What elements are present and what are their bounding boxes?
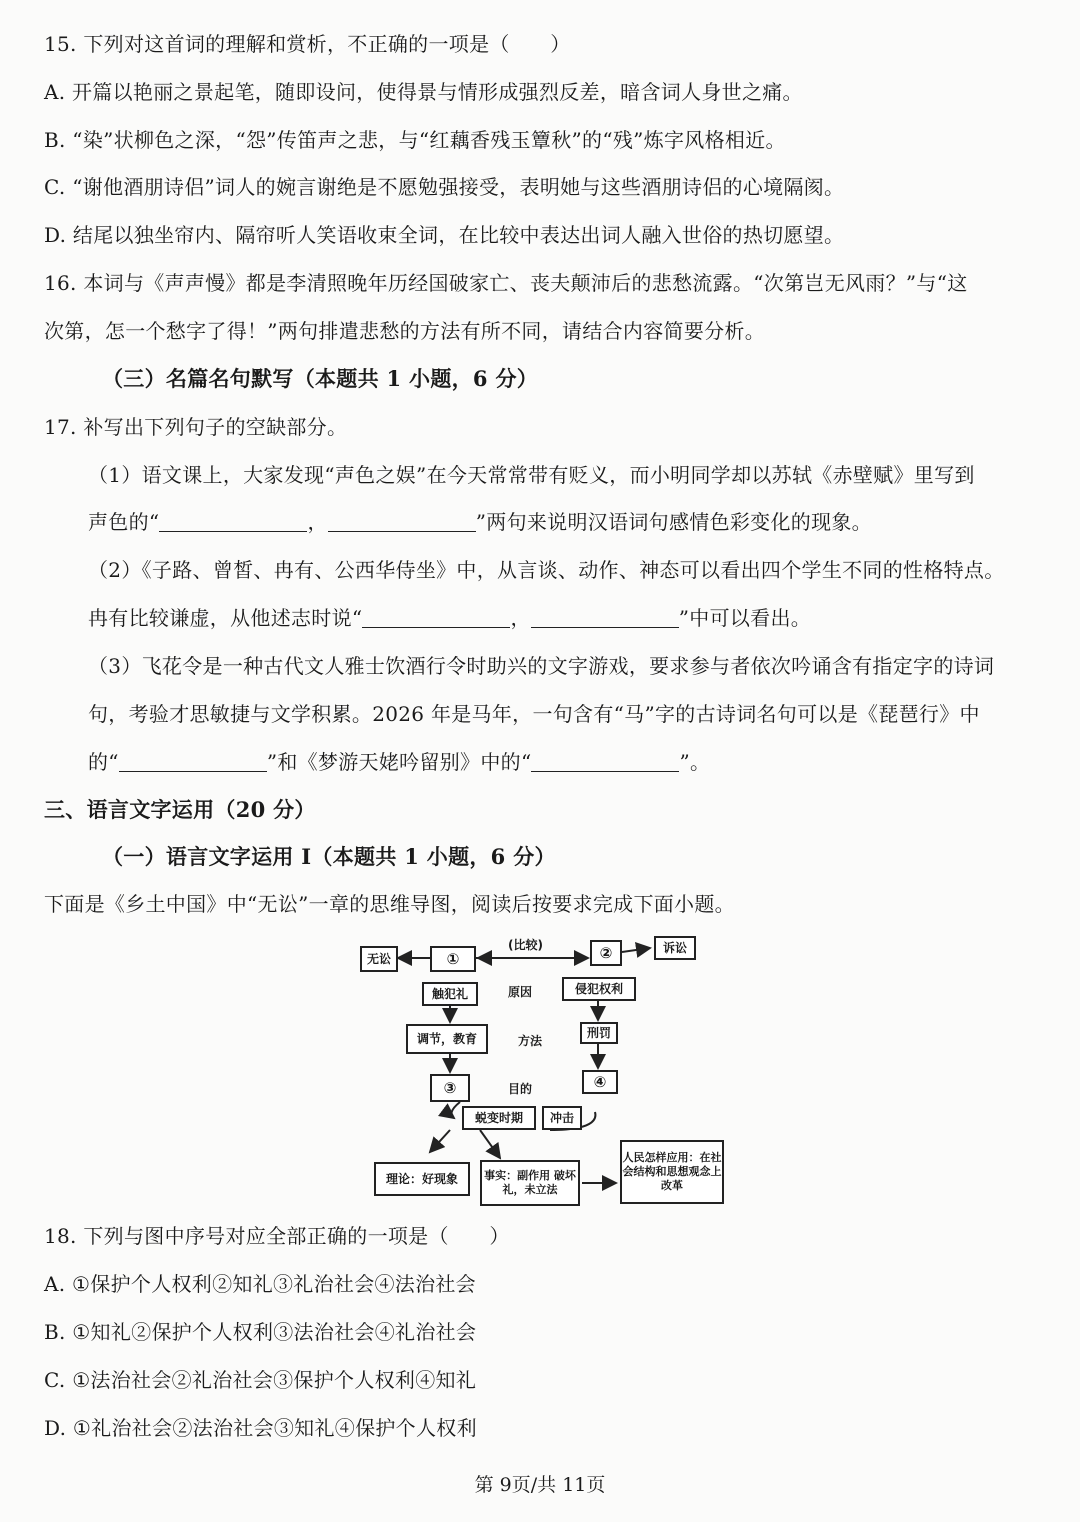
- mindmap-intro: 下面是《乡土中国》中“无讼”一章的思维导图，阅读后按要求完成下面小题。: [44, 892, 735, 916]
- q17-p1-text-b: ”两句来说明汉语词句感情色彩变化的现象。: [475, 510, 872, 534]
- q17-p2-blank-1[interactable]: [362, 609, 510, 628]
- q17-p2-text-a: 冉有比较谦虚，从他述志时说“: [88, 606, 363, 630]
- q17-p1-blank-2[interactable]: [328, 513, 476, 532]
- q18-option-c: C. ①法治社会②礼治社会③保护个人权利④知礼: [44, 1368, 477, 1392]
- q17-p3-text-end: ”。: [679, 750, 711, 774]
- q17-p2-line1: （2）《子路、曾皙、冉有、公西华侍坐》中，从言谈、动作、神态可以看出四个学生不同的性格特点。: [88, 558, 1005, 582]
- q18-stem: 18. 下列与图中序号对应全部正确的一项是（ ）: [44, 1224, 510, 1248]
- q17-p1-text-a: 声色的“: [88, 510, 160, 534]
- node-2: ②: [590, 940, 622, 966]
- q15-stem: 15. 下列对这首词的理解和赏析，不正确的一项是（ ）: [44, 32, 571, 56]
- q15-option-c: C. “谢他酒朋诗侣”词人的婉言谢绝是不愿勉强接受，表明她与这些酒朋诗侣的心境隔阂。: [44, 175, 845, 199]
- q15-option-b: B. “染”状柳色之深，“怨”传笛声之悲，与“红藕香残玉簟秋”的“残”炼字风格相近。: [44, 128, 786, 152]
- q17-p3-blank-2[interactable]: [531, 753, 679, 772]
- page-footer: 第 9页/共 11页: [474, 1474, 606, 1496]
- q15-option-d: D. 结尾以独坐帘内、隔帘听人笑语收束全词，在比较中表达出词人融入世俗的热切愿望。: [44, 223, 845, 247]
- q17-p3-blank-1[interactable]: [119, 753, 267, 772]
- node-4: ④: [582, 1070, 618, 1094]
- q17-p2-blank-2[interactable]: [531, 609, 679, 628]
- q15-option-a: A. 开篇以艳丽之景起笔，随即设问，使得景与情形成强烈反差，暗含词人身世之痛。: [44, 80, 803, 104]
- node-shibian: 蜕变时期: [462, 1106, 536, 1130]
- mindmap-diagram: [350, 930, 730, 1210]
- q18-option-b: B. ①知礼②保护个人权利③法治社会④礼治社会: [44, 1320, 477, 1344]
- q18-option-a: A. ①保护个人权利②知礼③礼治社会④法治社会: [44, 1272, 476, 1296]
- q17-p1-blank-1[interactable]: [159, 513, 307, 532]
- node-shishi: 事实：副作用 破坏礼，未立法: [480, 1160, 580, 1206]
- q17-p2-text-b: ”中可以看出。: [678, 606, 812, 630]
- q17-p2-sep: ，: [510, 606, 531, 630]
- q17-p1-line1: （1）语文课上，大家发现“声色之娱”在今天常常带有贬义，而小明同学却以苏轼《赤壁赋》里写到: [88, 463, 975, 487]
- q17-p3-text-mid: ”和《梦游天姥吟留别》中的“: [266, 750, 532, 774]
- q17-p3-line1: （3）飞花令是一种古代文人雅士饮酒行令时助兴的文字游戏，要求参与者依次吟诵含有指定字的诗词: [88, 654, 995, 678]
- q18-option-d: D. ①礼治社会②法治社会③知礼④保护个人权利: [44, 1416, 477, 1440]
- node-renmin: 人民怎样应用：在社会结构和思想观念上改革: [620, 1140, 724, 1204]
- node-lilun: 理论：好现象: [374, 1162, 470, 1196]
- section-heading: （三）名篇名句默写（本题共 1 小题，6 分）: [102, 366, 539, 391]
- node-1: ①: [430, 946, 476, 972]
- node-susong: 诉讼: [654, 936, 696, 960]
- node-qinfan: 侵犯权利: [562, 977, 636, 1001]
- node-chongji: 冲击: [542, 1106, 582, 1130]
- node-tiaojie: 调节，教育: [406, 1024, 488, 1054]
- part-heading: 三、语言文字运用（20 分）: [44, 797, 316, 822]
- label-fangfa: 方法: [518, 1034, 543, 1048]
- node-chufanli: 触犯礼: [422, 982, 478, 1006]
- q17-stem: 17. 补写出下列句子的空缺部分。: [44, 415, 348, 439]
- q17-p3-text-a: 的“: [88, 750, 119, 774]
- q17-p1-line2: [88, 508, 1080, 536]
- q17-p1-sep: ，: [307, 510, 328, 534]
- q17-p3-line3: [88, 748, 1080, 776]
- q17-p3-line2: 句，考验才思敏捷与文学积累。2026 年是马年，一句含有“马”字的古诗词名句可以是《琵琶行》中: [88, 702, 980, 726]
- node-3: ③: [430, 1074, 470, 1102]
- q16-line2: 次第，怎一个愁字了得！”两句排遣悲愁的方法有所不同，请结合内容简要分析。: [44, 319, 766, 343]
- q16-line1: 16. 本词与《声声慢》都是李清照晚年历经国破家亡、丧夫颠沛后的悲愁流露。“次第岂无风雨？”与“这: [44, 271, 968, 295]
- label-compare: (比较): [508, 938, 543, 952]
- q17-p2-line2: [88, 604, 1080, 632]
- subsection-heading: （一）语言文字运用 I（本题共 1 小题，6 分）: [102, 844, 556, 869]
- label-mudi: 目的: [508, 1082, 533, 1096]
- label-yuanyin: 原因: [508, 985, 533, 999]
- node-wusong: 无讼: [360, 946, 398, 972]
- node-xingfa: 刑罚: [580, 1022, 618, 1044]
